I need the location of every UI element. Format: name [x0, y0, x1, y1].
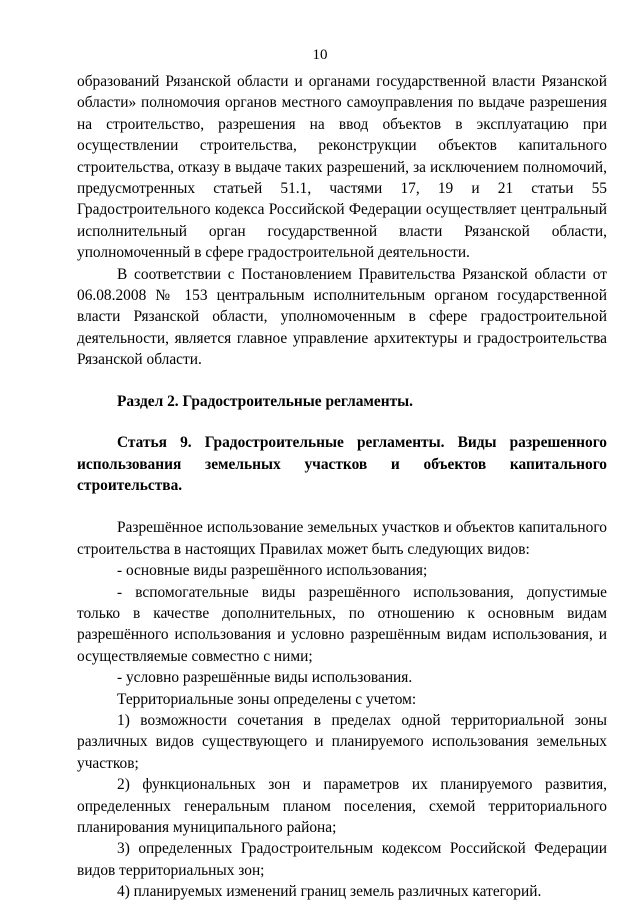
list-item-zone-factor: 1) возможности сочетания в пределах одной территориальной зоны различных видов существующего и планируемого использования земельных участков;	[77, 711, 607, 772]
paragraph-resolution: В соответствии с Постановлением Правительства Рязанской области от 06.08.2008 № 153 центральным исполнительным органом государственной власти Рязанской области, уполномоченным в сфере градостроительной деятельности, является главное управление архитектуры и градостроительства Рязанской области.	[77, 265, 607, 369]
list-item-use-type: - условно разрешённые виды использования.	[117, 669, 413, 687]
list-item-use-type: - вспомогательные виды разрешённого использования, допустимые только в качестве дополнительных, по отношению к основным видам разрешённого использования и условно разрешённым видам использования, и осуществляемые совместно с ними;	[77, 583, 607, 665]
article-heading: Статья 9. Градостроительные регламенты. Виды разрешенного использования земельных участков и объектов капитального строительства.	[77, 434, 607, 494]
list-item-use-type: - основные виды разрешённого использования;	[117, 562, 428, 580]
document-body	[77, 71, 607, 903]
paragraph-continuation: образований Рязанской области и органами государственной власти Рязанской области» полномочия органов местного самоуправления по выдаче разрешения на строительство, разрешения на ввод объектов в эксплуатацию при осуществлении строительства, реконструкции объектов капитального строительства, отказу в выдаче таких разрешений, за исключением полномочий, предусмотренных статьей 51.1, частями 17, 19 и 21 статьи 55 Градостроительного кодекса Российской Федерации осуществляет центральный исполнительный орган государственной власти Рязанской области, уполномоченный в сфере градостроительной деятельности.	[77, 73, 607, 262]
list-intro: Разрешённое использование земельных участков и объектов капитального строительства в настоящих Правилах может быть следующих видов:	[77, 519, 607, 558]
zones-intro: Территориальные зоны определены с учетом:	[117, 690, 417, 708]
page-number: 10	[312, 47, 328, 63]
list-item-zone-factor: 3) определенных Градостроительным кодексом Российской Федерации видов территориальных зон;	[77, 840, 607, 879]
list-item-zone-factor: 2) функциональных зон и параметров их планируемого развития, определенных генеральным планом поселения, схемой территориального планирования муниципального района;	[77, 776, 607, 836]
list-item-zone-factor: 4) планируемых изменений границ земель различных категорий.	[117, 883, 542, 901]
section-heading: Раздел 2. Градостроительные регламенты.	[117, 392, 414, 410]
